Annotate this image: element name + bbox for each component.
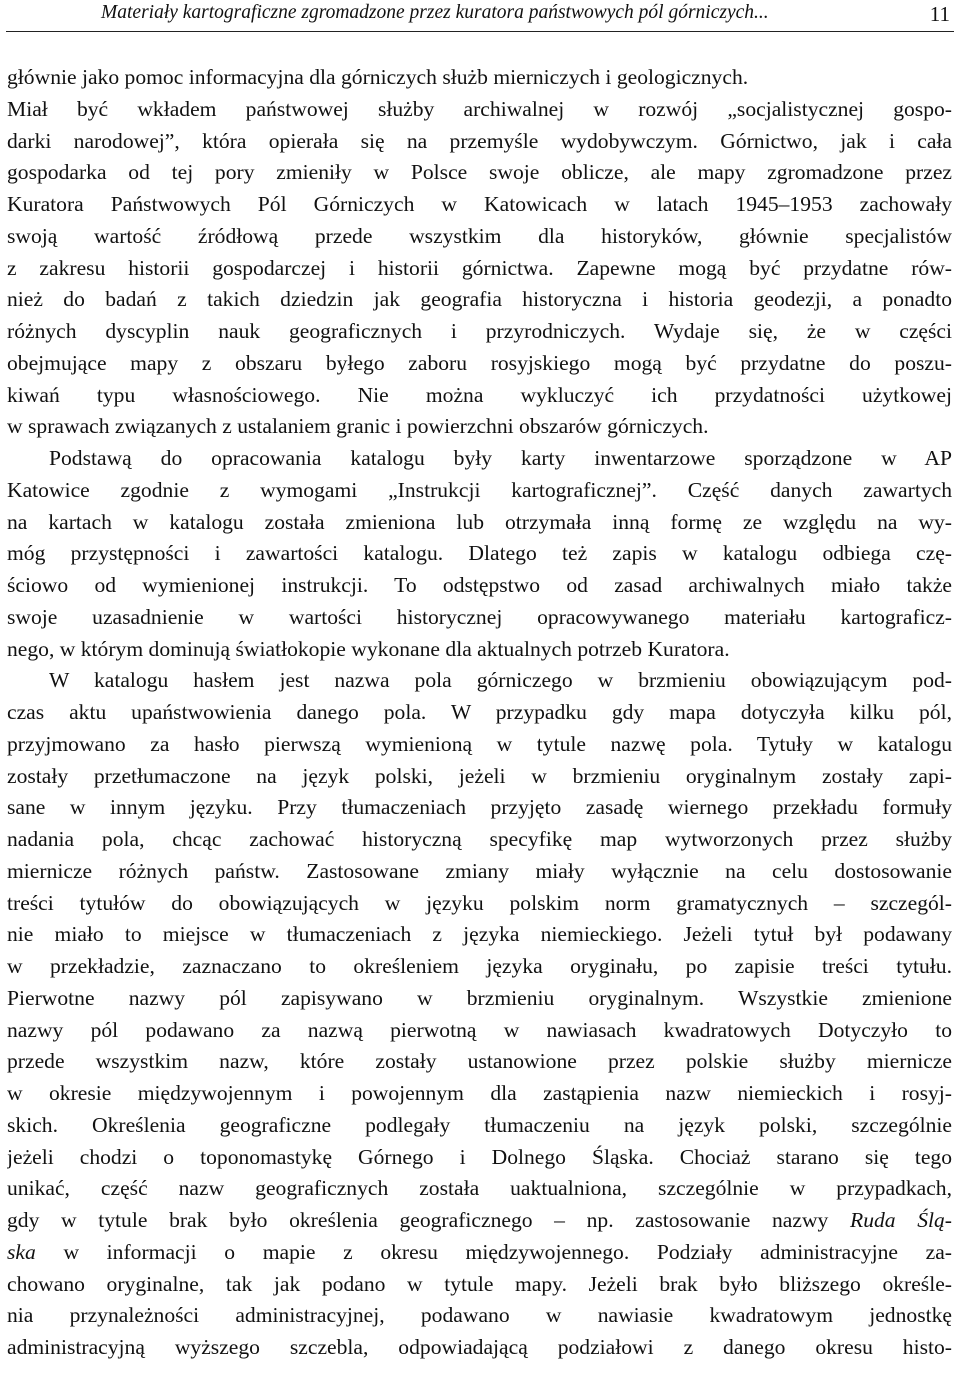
line-text: swoje uzasadnienie w wartości historycznej opracowywanego materiału kartograficz- [7, 604, 952, 629]
header-rule [6, 31, 954, 32]
line-text: w okresie międzywojennym i powojennym dla zastąpienia nazw niemieckich i rosyj- [7, 1081, 952, 1105]
line-text: swoją wartość źródłową przede wszystkim dla historyków, głównie specjalistów [7, 223, 952, 248]
line-text: Kuratora Państwowych Pól Górniczych w Katowicach w latach 1945–1953 zachowały [7, 192, 952, 216]
line-text: Pierwotne nazwy pól zapisywano w brzmieniu oryginalnym. Wszystkie zmienione [7, 985, 952, 1010]
text-line [7, 919, 952, 951]
text-line [7, 856, 952, 888]
line-text: nazwy pól podawano za nazwą pierwotną w nawiasach kwadratowych Dotyczyło to [7, 1017, 952, 1042]
line-text: przede wszystkim nazw, które zostały ustanowione przez polskie służby miernicze [7, 1049, 952, 1074]
text-line [7, 1300, 952, 1332]
running-header [0, 0, 960, 40]
text-line [7, 411, 952, 443]
page-number: 11 [929, 2, 950, 26]
text-line [7, 1332, 952, 1364]
line-text: gospodarka od tej pory zmieniły w Polsce swoje oblicze, ale mapy zgromadzone przez [7, 160, 952, 185]
italic-phrase: ska [7, 1239, 36, 1264]
text-line [7, 1046, 952, 1078]
line-text: kiwań typu własnościowego. Nie można wykluczyć ich przydatności użytkowej [7, 382, 952, 407]
line-text: na kartach w katalogu została zmieniona lub otrzymała inną formę ze względu na wy- [7, 509, 952, 534]
line-text: Katowice zgodnie z wymogami „Instrukcji kartograficznej”. Część danych zawartych [7, 477, 952, 502]
text-line [7, 1078, 952, 1110]
text-line [7, 507, 952, 539]
text-line [7, 1110, 952, 1142]
text-line [7, 951, 952, 983]
line-text: nego, w którym dominują światłokopie wykonane dla aktualnych potrzeb Kuratora. [7, 636, 730, 661]
text-line [7, 665, 952, 697]
line-text: treści tytułów do obowiązujących w języku polskim norm gramatycznych – szczegól- [7, 890, 952, 915]
text-line [7, 316, 952, 348]
text-line [7, 94, 952, 126]
line-text: unikać, część nazw geograficznych została uaktualniona, szczególnie w przypadkach, [7, 1176, 952, 1201]
running-title: Materiały kartograficzne zgromadzone przez kuratora państwowych pól górniczych... [101, 2, 769, 23]
line-text: darki narodowej”, która opierała się na przemyśle wydobywczym. Górnictwo, jak i cała [7, 128, 952, 153]
line-text: nadania pola, chcąc zachować historyczną specyfikę map wytworzonych przez służby [7, 827, 952, 851]
line-text: czas aktu upaństwowienia danego pola. W przypadku gdy mapa dotyczyła kilku pól, [7, 700, 952, 724]
line-text: ściowo od wymienionej instrukcji. To odstępstwo od zasad archiwalnych miało także [7, 573, 952, 597]
italic-phrase: Ruda Ślą- [850, 1208, 952, 1232]
text-line [7, 348, 952, 380]
text-line [7, 157, 952, 189]
line-text: w informacji o mapie z okresu międzywojennego. Podziały administracyjne za- [35, 1239, 952, 1264]
body-text [7, 62, 952, 1364]
text-line [7, 697, 952, 729]
text-line [7, 443, 952, 475]
line-text: Miał być wkładem państwowej służby archiwalnej w rozwój „socjalistycznej gospo- [7, 96, 952, 121]
text-line [7, 1142, 952, 1174]
line-text: miernicze różnych państw. Zastosowane zmiany miały wyłącznie na celu dostosowanie [7, 858, 952, 883]
line-text: zostały przetłumaczone na język polski, jeżeli w brzmieniu oryginalnym zostały zapi- [7, 763, 952, 788]
line-text: jeżeli chodzi o toponomastykę Górnego i Dolnego Śląska. Chociaż starano się tego [7, 1144, 952, 1169]
text-line [7, 1237, 952, 1269]
line-text: nie miało to miejsce w tłumaczeniach z języka niemieckiego. Jeżeli tytuł był podawany [7, 922, 952, 947]
line-text: W katalogu hasłem jest nazwa pola górniczego w brzmieniu obowiązującym pod- [49, 668, 952, 693]
text-line [7, 475, 952, 507]
text-line [7, 1173, 952, 1205]
text-line [7, 888, 952, 920]
line-text: administracyjną wyższego szczebla, odpowiadającą podziałowi z danego okresu histo- [7, 1335, 952, 1359]
text-line [7, 221, 952, 253]
text-line [7, 126, 952, 158]
text-line [7, 62, 952, 94]
text-line [7, 792, 952, 824]
line-text: Podstawą do opracowania katalogu były karty inwentarzowe sporządzone w AP [49, 446, 952, 470]
text-line [7, 761, 952, 793]
line-text: obejmujące mapy z obszaru byłego zaboru rosyjskiego mogą być przydatne do poszu- [7, 350, 952, 375]
text-line [7, 983, 952, 1015]
line-text: gdy w tytule brak było określenia geograficznego – np. zastosowanie nazwy [7, 1208, 850, 1232]
text-line [7, 189, 952, 221]
line-text: przyjmowano za hasło pierwszą wymienioną w tytule nazwę pola. Tytuły w katalogu [7, 731, 952, 756]
line-text: z zakresu historii gospodarczej i historii górnictwa. Zapewne mogą być przydatne rów- [7, 255, 952, 280]
text-line [7, 729, 952, 761]
text-line [7, 634, 952, 666]
text-line [7, 602, 952, 634]
text-line [7, 1269, 952, 1301]
line-text: różnych dyscyplin nauk geograficznych i przyrodniczych. Wydaje się, że w części [7, 319, 952, 343]
text-line [7, 284, 952, 316]
text-line [7, 253, 952, 285]
text-line [7, 538, 952, 570]
line-text: nież do badań z takich dziedzin jak geografia historyczna i historia geodezji, a ponadto [7, 287, 952, 312]
line-text: chowano oryginalne, tak jak podano w tytule mapy. Jeżeli brak było bliższego określe- [7, 1271, 952, 1296]
line-text: sane w innym języku. Przy tłumaczeniach przyjęto zasadę wiernego przekładu formuły [7, 795, 952, 820]
text-line [7, 380, 952, 412]
text-line [7, 1205, 952, 1237]
text-line [7, 824, 952, 856]
line-text: nia przynależności administracyjnej, podawano w nawiasie kwadratowym jednostkę [7, 1303, 952, 1328]
text-line [7, 570, 952, 602]
line-text: móg przystępności i zawartości katalogu. Dlatego też zapis w katalogu odbiega czę- [7, 541, 952, 566]
line-text: skich. Określenia geograficzne podlegały tłumaczeniu na język polski, szczególnie [7, 1112, 952, 1137]
text-line [7, 1015, 952, 1047]
line-text: głównie jako pomoc informacyjna dla górniczych służb mierniczych i geologicznych. [7, 65, 749, 89]
line-text: w sprawach związanych z ustalaniem granic i powierzchni obszarów górniczych. [7, 414, 709, 439]
line-text: w przekładzie, zaznaczano to określeniem języka oryginału, po zapisie treści tytułu. [7, 954, 952, 978]
